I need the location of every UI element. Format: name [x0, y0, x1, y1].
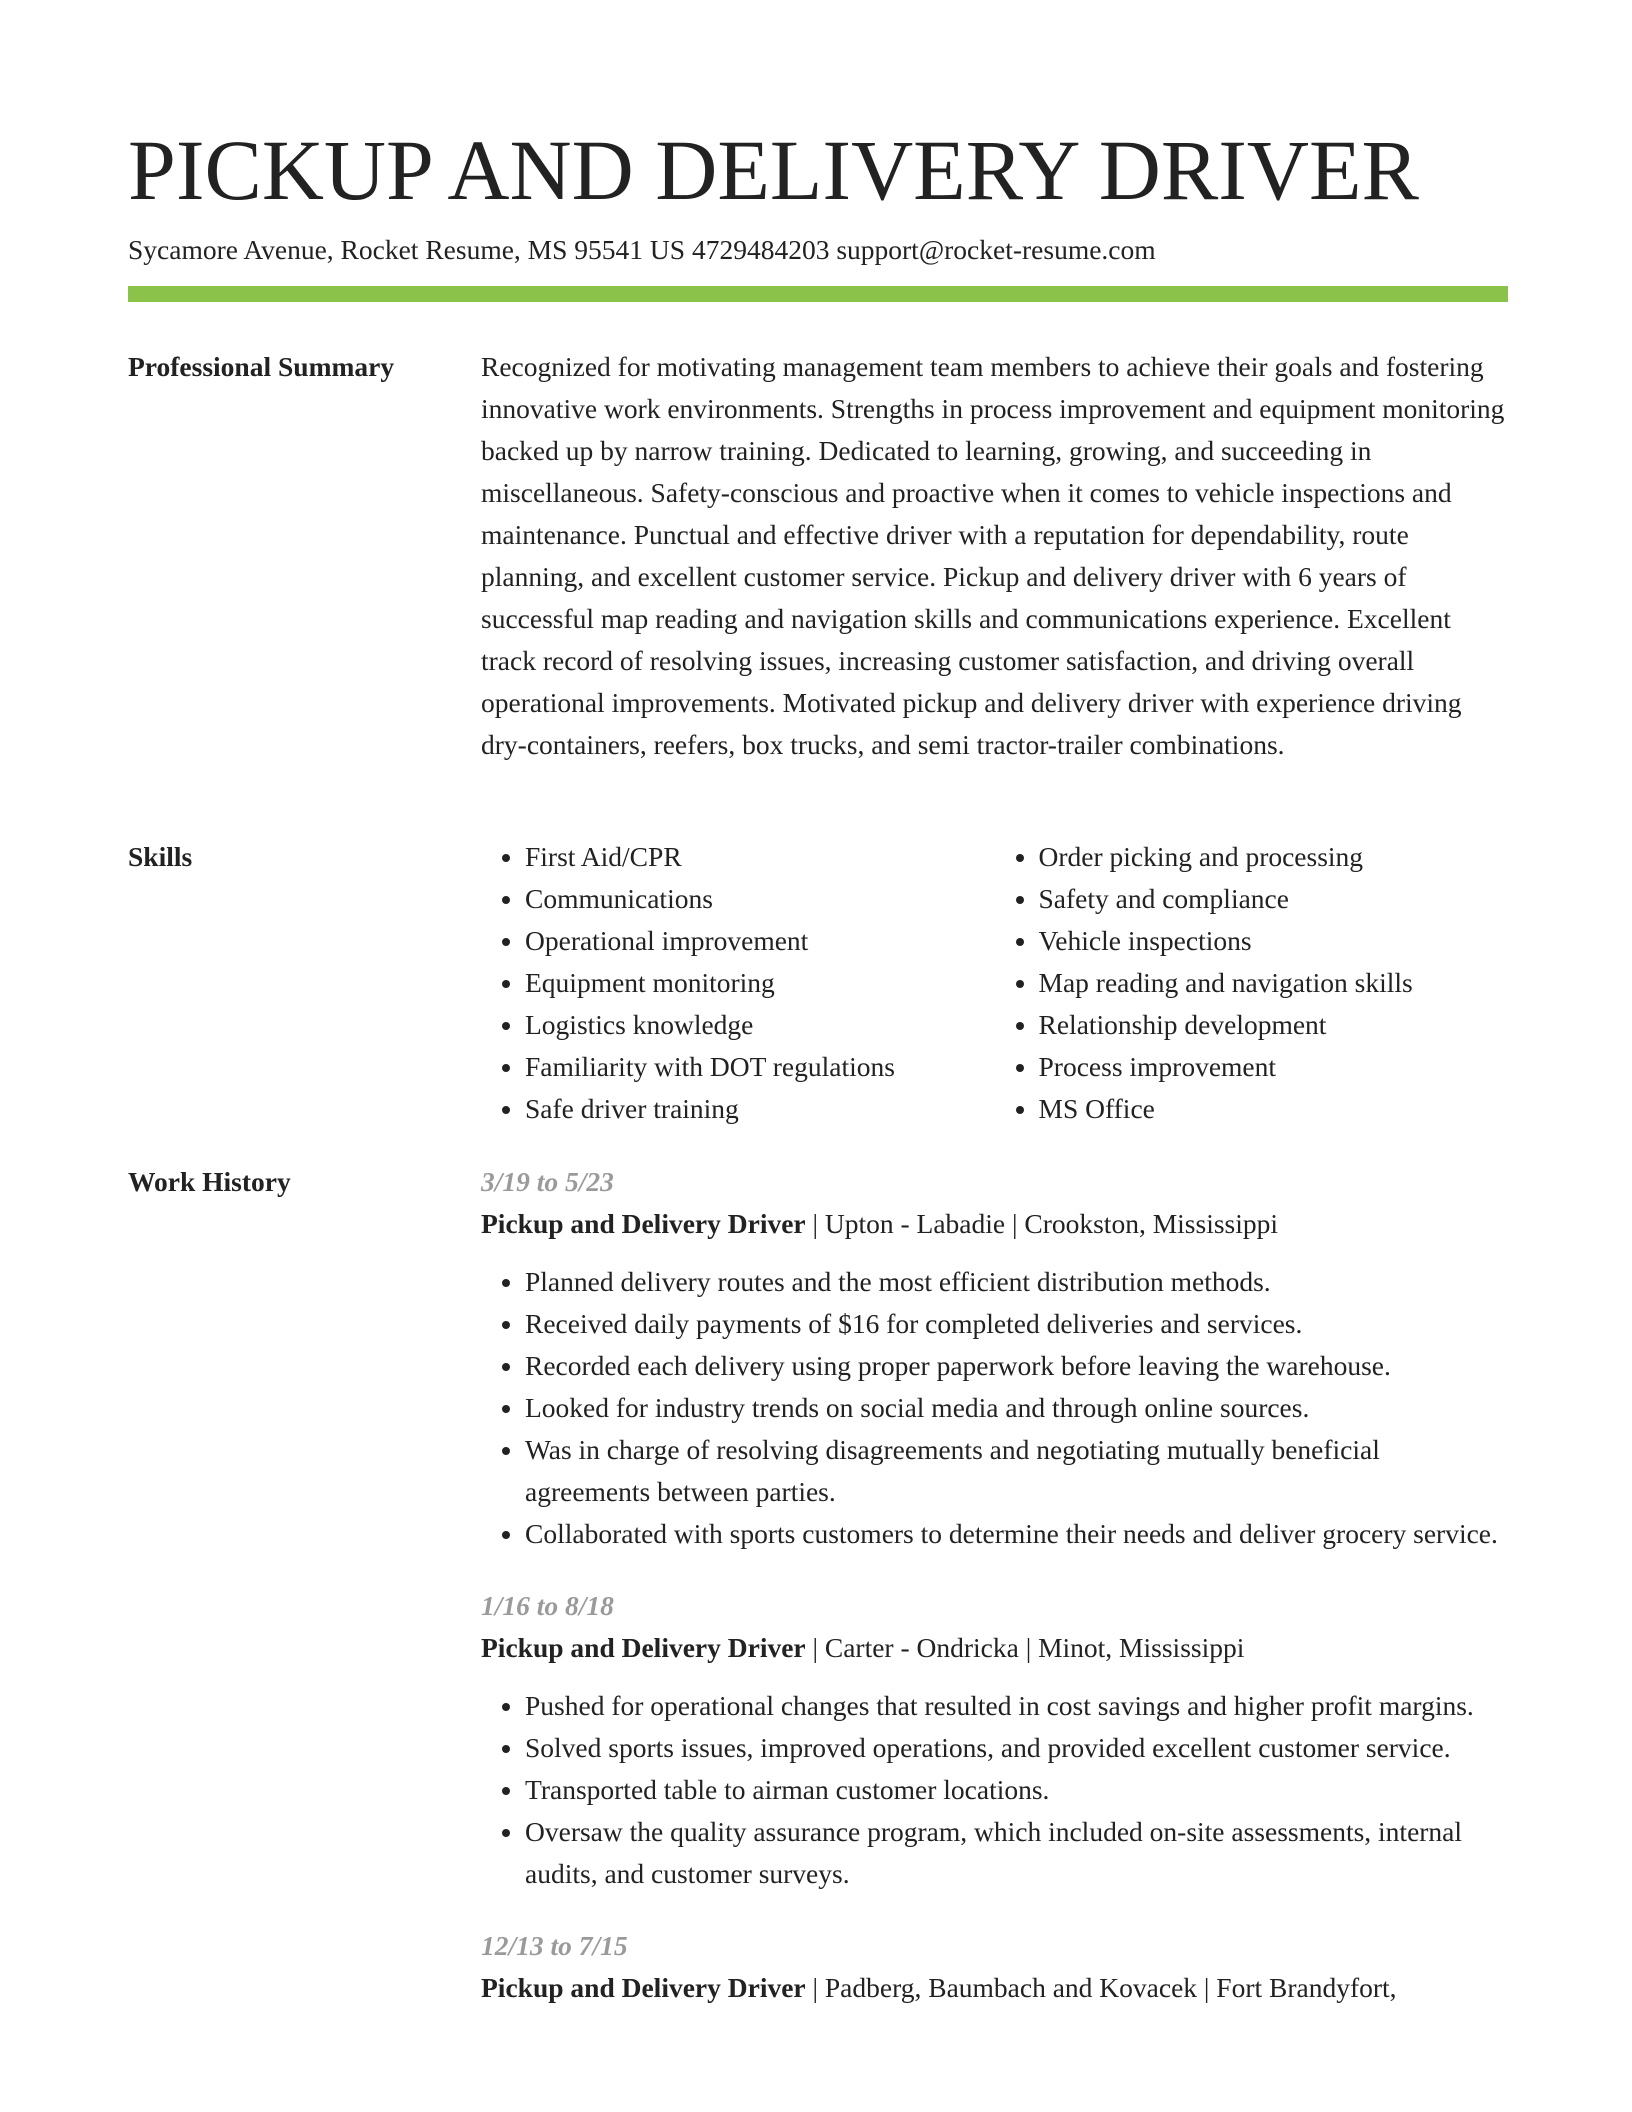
skill-item: • First Aid/CPR: [525, 836, 995, 878]
job-responsibilities: [481, 1261, 1508, 1555]
job-responsibilities: [481, 1685, 1508, 1895]
job-employer-location: | Carter - Ondricka | Minot, Mississippi: [805, 1632, 1245, 1663]
skill-item: • Process improvement: [1039, 1046, 1509, 1088]
job-heading: [481, 1627, 1508, 1669]
skill-item: • Familiarity with DOT regulations: [525, 1046, 995, 1088]
skill-item: • Logistics knowledge: [525, 1004, 995, 1046]
summary-heading: Professional Summary: [128, 351, 395, 382]
skill-item: • Map reading and navigation skills: [1039, 962, 1509, 1004]
contact-info: Sycamore Avenue, Rocket Resume, MS 95541 US 4729484203 support@rocket-resume.com: [128, 234, 1156, 265]
job-dates: 12/13 to 7/15: [481, 1930, 628, 1961]
job-title: Pickup and Delivery Driver: [481, 1632, 806, 1663]
skill-item: • Order picking and processing: [1039, 836, 1509, 878]
job-bullet: • Received daily payments of $16 for completed deliveries and services.: [525, 1303, 1508, 1345]
job-dates: 3/19 to 5/23: [481, 1166, 614, 1197]
job-bullet: • Transported table to airman customer locations.: [525, 1769, 1508, 1811]
job-entry: [481, 1161, 1508, 1555]
job-employer-location: | Padberg, Baumbach and Kovacek | Fort Brandyfort,: [805, 1972, 1397, 2003]
skill-item: • Safety and compliance: [1039, 878, 1509, 920]
job-employer-location: | Upton - Labadie | Crookston, Mississippi: [805, 1208, 1279, 1239]
job-heading: [481, 1203, 1508, 1245]
skill-item: • Equipment monitoring: [525, 962, 995, 1004]
skill-item: • Relationship development: [1039, 1004, 1509, 1046]
job-heading: [481, 1967, 1508, 2009]
skill-item: • Safe driver training: [525, 1088, 995, 1130]
job-bullet: • Looked for industry trends on social media and through online sources.: [525, 1387, 1508, 1429]
summary-body: [481, 346, 1508, 766]
skills-list-left: [481, 836, 995, 1130]
work-history-heading: Work History: [128, 1166, 291, 1197]
skill-item: • Communications: [525, 878, 995, 920]
job-bullet: • Oversaw the quality assurance program, which included on-site assessments, internal audits, and customer surveys.: [525, 1811, 1508, 1895]
skills-heading: Skills: [128, 841, 193, 872]
job-bullet: • Solved sports issues, improved operations, and provided excellent customer service.: [525, 1727, 1508, 1769]
job-entry: [481, 1585, 1508, 1895]
job-bullet: • Was in charge of resolving disagreements and negotiating mutually beneficial agreements between parties.: [525, 1429, 1508, 1513]
skills-body: [481, 836, 1508, 1130]
job-bullet: • Collaborated with sports customers to determine their needs and deliver grocery service.: [525, 1513, 1508, 1555]
summary-text: Recognized for motivating management team members to achieve their goals and fostering innovative work environments. Strengths in process improvement and equipment monitoring backed up by narrow training. Dedicated to learning, growing, and succeeding in miscellaneous. Safety-conscious and proactive when it comes to vehicle inspections and maintenance. Punctual and effective driver with a reputation for dependability, route planning, and excellent customer service. Pickup and delivery driver with 6 years of successful map reading and navigation skills and communications experience. Excellent track record of resolving issues, increasing customer satisfaction, and driving overall operational improvements. Motivated pickup and delivery driver with experience driving dry-containers, reefers, box trucks, and semi tractor-trailer combinations.: [481, 351, 1505, 760]
job-bullet: • Recorded each delivery using proper paperwork before leaving the warehouse.: [525, 1345, 1508, 1387]
skill-item: • Operational improvement: [525, 920, 995, 962]
work-history-body: [481, 1161, 1508, 2039]
skill-item: • Vehicle inspections: [1039, 920, 1509, 962]
job-bullet: • Pushed for operational changes that resulted in cost savings and higher profit margins.: [525, 1685, 1508, 1727]
job-dates: 1/16 to 8/18: [481, 1590, 614, 1621]
job-bullet: • Planned delivery routes and the most efficient distribution methods.: [525, 1261, 1508, 1303]
skill-item: • MS Office: [1039, 1088, 1509, 1130]
job-title: Pickup and Delivery Driver: [481, 1972, 806, 2003]
skills-list-right: [995, 836, 1509, 1130]
job-entry: [481, 1925, 1508, 2009]
candidate-name: PICKUP AND DELIVERY DRIVER: [128, 122, 1419, 218]
job-title: Pickup and Delivery Driver: [481, 1208, 806, 1239]
header-divider: [128, 286, 1508, 302]
